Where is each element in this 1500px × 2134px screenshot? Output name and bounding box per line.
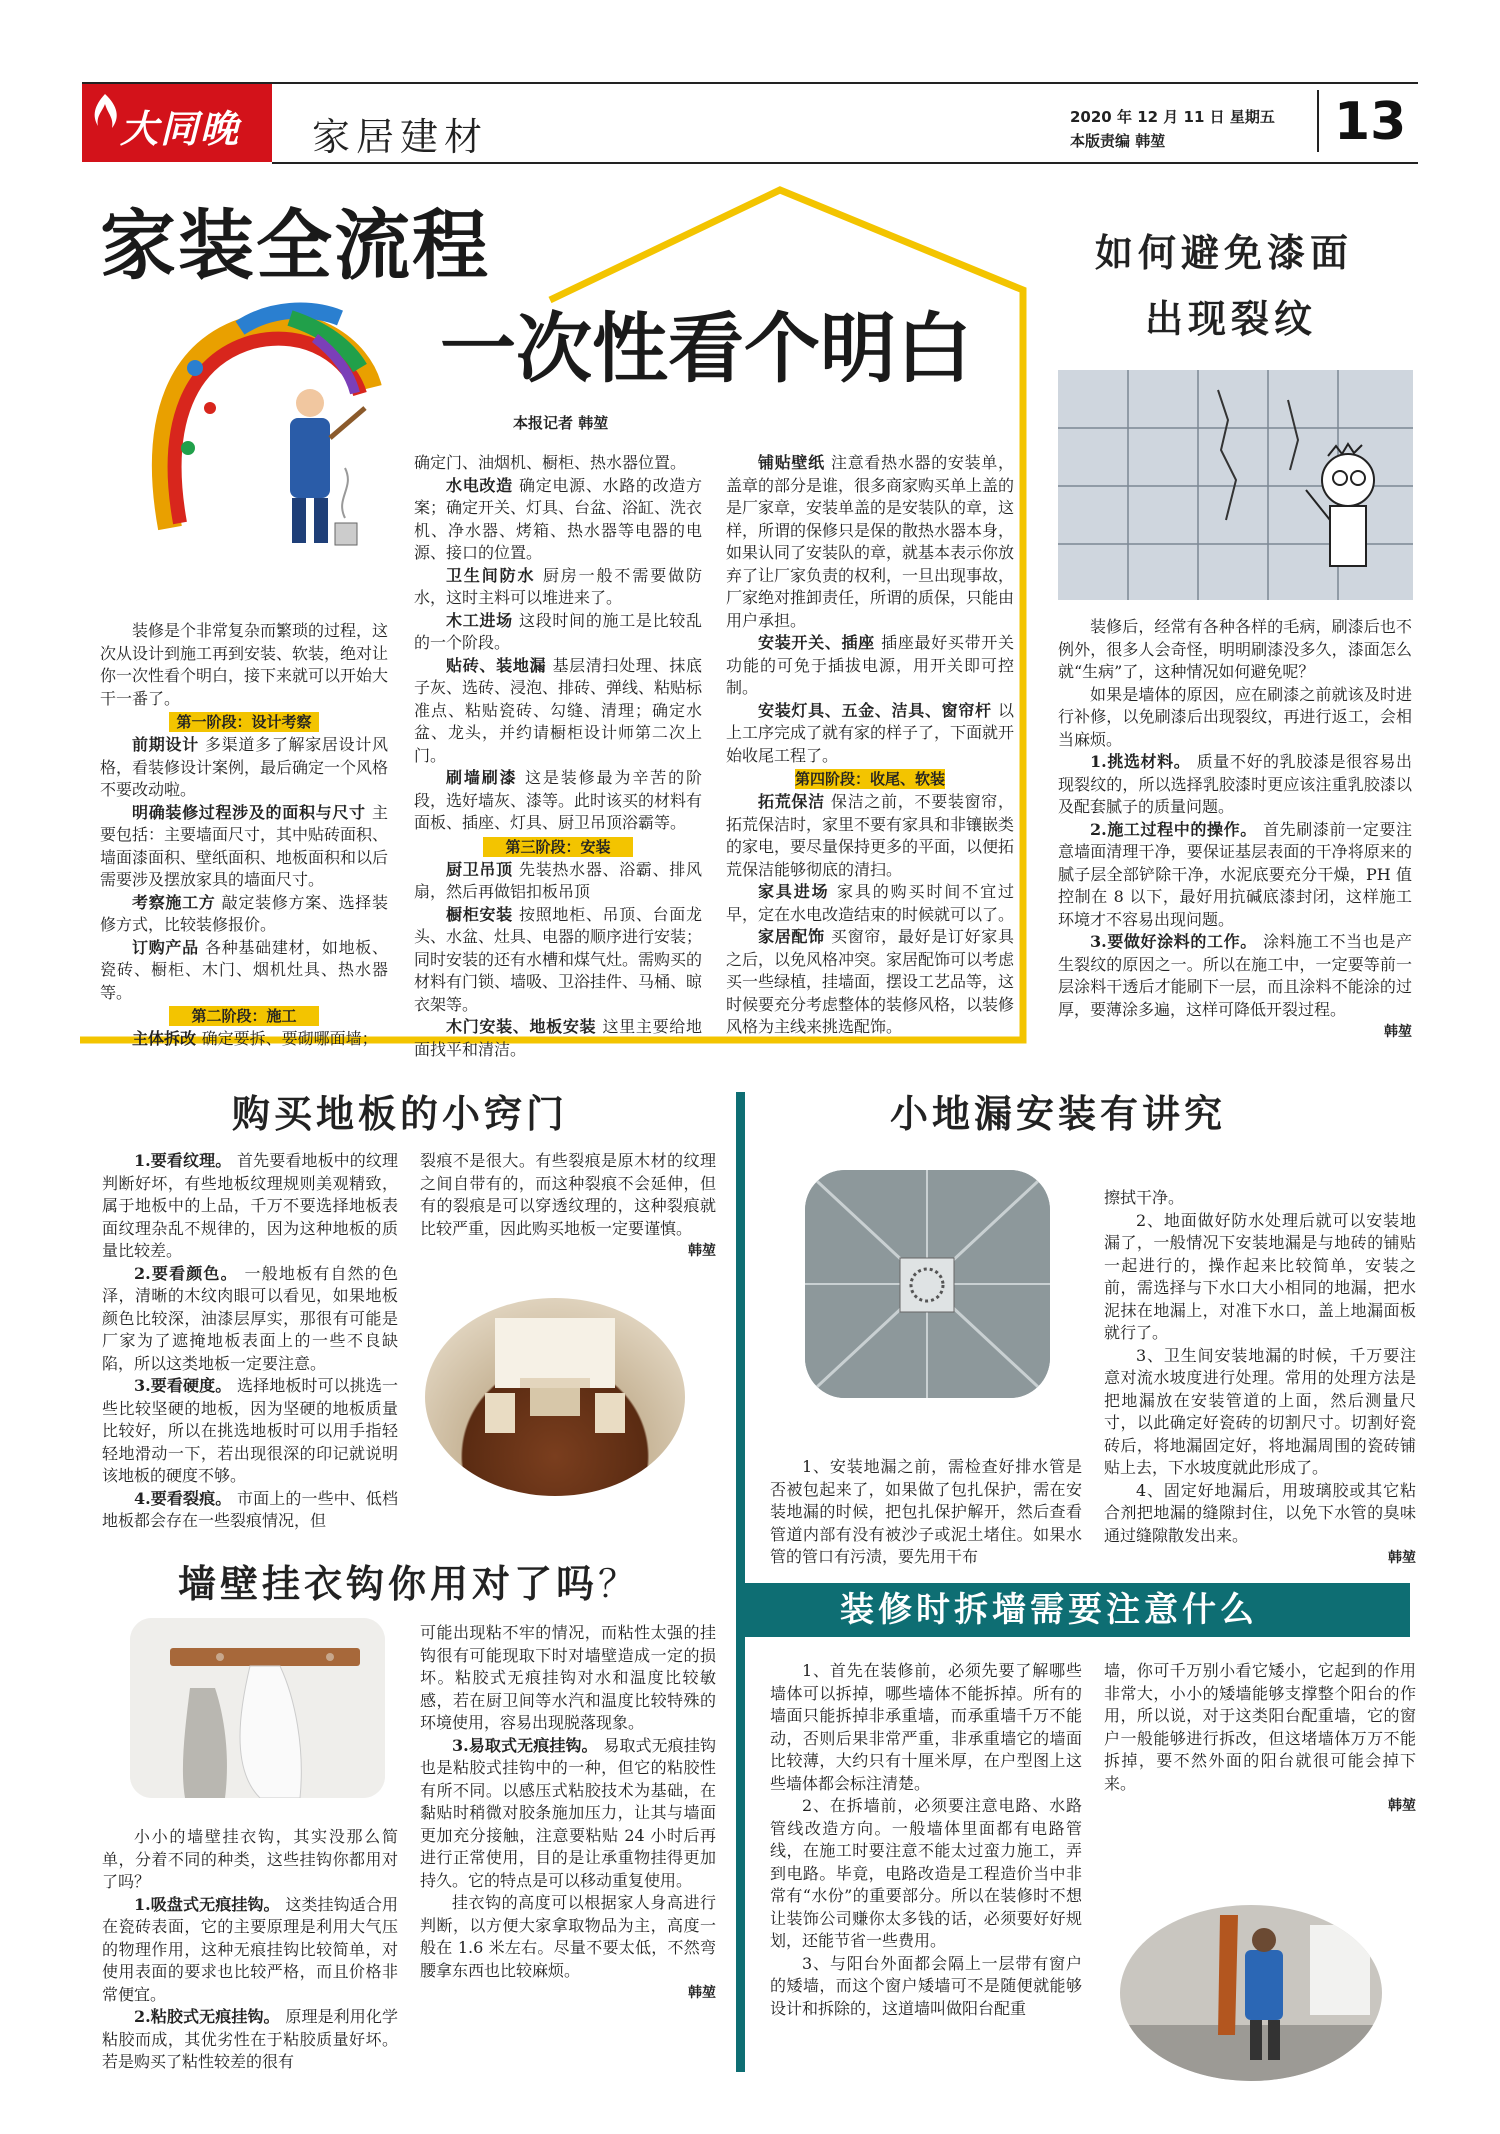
paragraph (414, 904, 702, 1017)
paragraph-lead: 1.要看纹理。 (134, 1151, 238, 1170)
paragraph (102, 1894, 398, 2007)
paragraph (102, 1488, 398, 1533)
paragraph (102, 1150, 398, 1263)
logo-text: 大同晚报 (120, 106, 241, 206)
paragraph-body: 以上工序完成了就有家的样子了，下面就开始收尾工程了。 (726, 700, 1015, 765)
issue-date: 2020 年 12 月 11 日 星期五 (1070, 108, 1275, 126)
paragraph: 2、地面做好防水处理后就可以安装地漏了，一般情况下安装地漏是与地砖的铺贴一起进行的，操作起来比较简单，安装之前，需选择与下水口大小相同的地漏，把水泥抹在地漏上，对准下水口，盖上地漏面板就行了。 (1104, 1210, 1416, 1342)
author-signature: 韩堃 (688, 1243, 716, 1259)
paragraph-lead: 厨卫吊顶 (446, 859, 520, 879)
paragraph: 擦拭干净。 (1104, 1188, 1185, 1207)
paragraph-body: 保洁之前，不要装窗帘，拓荒保洁时，家里不要有家具和非镶嵌类的家电，要尽量保持更多的平面，以便拓荒保洁能够彻底的清扫。 (726, 792, 1015, 879)
paragraph-body: 主要包括：主要墙面尺寸，其中贴砖面积、墙面漆面积、壁纸面积、地板面积和以后需要涉及摆放家具的墙面尺寸。 (100, 802, 389, 889)
paragraph-body: 按照地柜、吊顶、台面龙头、水盆、灶具、电器的顺序进行安装；同时安装的还有水槽和煤气灶。需购买的材料有门锁、墙吸、卫浴挂件、马桶、晾衣架等。 (414, 904, 703, 1014)
paragraph (414, 475, 702, 565)
paragraph: 4、固定好地漏后，用玻璃胶或其它粘合剂把地漏的缝隙封住，以免下水管的臭味通过缝隙散发出来。 (1104, 1480, 1416, 1545)
paragraph-lead: 拓荒保洁 (758, 792, 832, 811)
paragraph-lead: 安装灯具、五金、洁具、窗帘杆 (758, 700, 998, 720)
paragraph-lead: 订购产品 (132, 937, 206, 957)
hook-photo (130, 1618, 385, 1798)
feature-byline: 本报记者 韩堃 (513, 414, 609, 432)
paragraph: 墙，你可千万别小看它矮小，它起到的作用非常大，小小的矮墙能够支撑整个阳台的作用，所以说，对于这类阳台配重墙，它的窗户一般能够进行拆改，但这堵墙体万万不能拆掉，要不然外面的阳台就很可能会掉下来。 (1104, 1661, 1416, 1793)
paragraph-lead: 2.施工过程中的操作。 (1090, 819, 1264, 839)
paragraph-lead: 刷墙刷漆 (446, 768, 526, 787)
wall-title-banner (745, 1583, 1410, 1637)
paint-body (1058, 616, 1412, 1044)
paragraph (420, 1735, 716, 1893)
paragraph (1058, 931, 1412, 1021)
paragraph-body: 插座最好买带开关功能的可免于插拔电源，用开关即可控制。 (726, 633, 1014, 697)
floor-column-1 (102, 1150, 398, 1533)
paragraph-body: 确定电源、水路的改造方案；确定开关、灯具、台盆、浴缸、洗衣机、净水器、烤箱、热水器等电器的电源、接口的位置。 (414, 475, 703, 562)
page-number: 13 (1334, 92, 1407, 152)
paragraph-body: 基层清扫处理、抹底子灰、选砖、浸泡、排砖、弹线、粘贴标准点、粘贴瓷砖、勾缝、清理；确定水盆、龙头，并约请橱柜设计师第二次上门。 (414, 655, 703, 765)
section-divider (736, 1092, 745, 2072)
paragraph: 2、在拆墙前，必须要注意电路、水路管线改造方向。一般墙体里面都有电路管线，在施工时要注意不能太过蛮力施工，弄到电路。毕竟，电路改造是工程造价当中非常有“水份”的重要部分。所以在装修时不想让装饰公司赚你太多钱的话，必须要好好规划，还能节省一些费用。 (770, 1796, 1082, 1950)
paragraph-body: 易取式无痕挂钩也是粘胶式挂钩中的一种，但它的粘胶性有所不同。以感压式粘胶技术为基础，在黏贴时稍微对胶条施加压力，让其与墙面更加充分接触，注意要粘贴 24 小时后再进行正常使用，目的是让承重物挂得更加持久。它的特点是可以移动重复使用。 (420, 1735, 716, 1890)
paragraph-lead: 3.要做好涂料的工作。 (1090, 932, 1264, 951)
wall-title: 装修时拆墙需要注意什么 (840, 1590, 1258, 1630)
paragraph-body: 这类挂钩适合用在瓷砖表面，它的主要原理是利用大气压的物理作用，这种无痕挂钩比较简单，对使用表面的要求也比较严格，而且价格非常便宜。 (102, 1894, 398, 2004)
paragraph: 装修后，经常有各种各样的毛病，刷漆后也不例外，很多人会奇怪，明明刷漆没多久，漆面怎么就“生病”了，这种情况如何避免呢？ (1058, 617, 1412, 681)
paragraph-body: 家具的购买时间不宜过早，定在水电改造结束的时候就可以了。 (726, 882, 1015, 924)
paragraph-lead: 4.要看裂痕。 (134, 1488, 238, 1508)
paragraph-body: 先装热水器、浴霸、排风扇，然后再做铝扣板吊顶 (414, 859, 702, 901)
paragraph: 装修是个非常复杂而繁琐的过程，这次从设计到施工再到安装、软装，绝对让你一次性看个明白，接下来就可以开始大干一番了。 (100, 621, 389, 708)
paragraph-body: 这段时间的施工是比较乱的一个阶段。 (414, 610, 702, 652)
paragraph-body: 厨房一般不需要做防水，这时主料可以堆进来了。 (414, 565, 702, 607)
page-editor: 本版责编 韩堃 (1070, 132, 1166, 150)
drain-column-1 (770, 1456, 1082, 1569)
paragraph-lead: 水电改造 (446, 475, 520, 495)
paint-title-line2: 出现裂纹 (1145, 297, 1318, 341)
paragraph-lead: 铺贴壁纸 (758, 453, 832, 472)
paragraph-lead: 3.易取式无痕挂钩。 (452, 1735, 604, 1755)
stage-heading: 第二阶段：施工 (169, 1006, 319, 1026)
paragraph (726, 881, 1014, 926)
wall-column-1 (770, 1660, 1082, 2020)
paragraph: 确定门、油烟机、橱柜、热水器位置。 (414, 453, 687, 472)
paragraph: 3、卫生间安装地漏的时候，千万要注意对流水坡度进行处理。常用的处理方法是把地漏放在安装管道的上面，然后测量尺寸，以此确定好瓷砖的切割尺寸。切割好瓷砖后，将地漏固定好，将地漏周围的瓷砖铺贴上去，下水坡度就此形成了。 (1104, 1345, 1416, 1477)
paragraph-body: 市面上的一些中、低档地板都会存在一些裂痕情况，但 (102, 1488, 398, 1530)
paragraph-body: 涂料施工不当也是产生裂纹的原因之一。所以在施工中，一定要等前一层涂料干透后才能刷下一层，而且涂料不能涂的过厚，要薄涂多遍，这样可降低开裂过程。 (1058, 932, 1412, 1019)
paragraph (414, 859, 702, 904)
paragraph-lead: 明确装修过程涉及的面积与尺寸 (132, 802, 372, 822)
paragraph-body: 选择地板时可以挑选一些比较坚硬的地板，因为坚硬的地板质量比较好，所以在挑选地板时可以用手指轻轻地滑动一下，若出现很深的印记就说明该地板的硬度不够。 (102, 1376, 398, 1485)
paragraph (726, 700, 1014, 768)
paragraph-lead: 主体拆改 (132, 1029, 202, 1048)
paragraph-lead: 家居配饰 (758, 927, 832, 946)
feature-title-sub: 一次性看个明白 (440, 304, 972, 393)
stage-heading: 第三阶段：安装 (483, 837, 633, 857)
paragraph-body: 多渠道多了解家居设计风格，看装修设计案例，最后确定一个风格不要改动啦。 (100, 735, 389, 799)
paragraph (102, 1263, 398, 1376)
paragraph-body: 一般地板有自然的色泽，清晰的木纹肉眼可以看见，如果地板颜色比较深，油漆层厚实，那很有可能是厂家为了遮掩地板表面上的一些不良缺陷，所以这类地板一定要注意。 (102, 1263, 398, 1373)
paragraph-body: 这是装修最为辛苦的阶段，选好墙灰、漆等。此时该买的材料有面板、插座、灯具、厨卫吊顶浴霸等。 (414, 768, 703, 832)
wall-photo (1120, 1905, 1382, 2081)
paragraph: 裂痕不是很大。有些裂痕是原木材的纹理之间自带有的，而这种裂痕不会延伸，但有的裂痕是可以穿透纹理的，这种裂痕就比较严重，因此购买地板一定要谨慎。 (420, 1151, 716, 1238)
feature-column-3 (726, 452, 1014, 1039)
feature-title-main: 家装全流程 (100, 201, 490, 290)
floor-title: 购买地板的小窍门 (232, 1092, 569, 1136)
paragraph-lead: 前期设计 (132, 735, 206, 754)
drain-column-2 (1104, 1187, 1416, 1570)
stage-heading: 第一阶段：设计考察 (169, 712, 319, 732)
paragraph: 1、首先在装修前，必须先要了解哪些墙体可以拆掉，哪些墙体不能拆掉。所有的墙面只能拆掉非承重墙，而承重墙千万不能动，否则后果非常严重，非承重墙它的墙面比较薄，大约只有十厘米厚，在户型图上这些墙体都会标注清楚。 (770, 1661, 1082, 1793)
paragraph (726, 452, 1014, 632)
paragraph-lead: 考察施工方 (132, 892, 222, 912)
paragraph-lead: 贴砖、装地漏 (446, 655, 553, 675)
author-signature: 韩堃 (1384, 1024, 1412, 1040)
paragraph-lead: 家具进场 (758, 882, 838, 901)
paragraph (414, 610, 702, 655)
paragraph (726, 791, 1014, 881)
feature-column-2 (414, 452, 702, 1061)
paragraph-lead: 木门安装、地板安装 (446, 1017, 603, 1036)
hook-title-mark: ？ (598, 1562, 641, 1606)
paragraph (1058, 751, 1412, 819)
section-name: 家居建材 (312, 115, 489, 159)
paragraph: 小小的墙壁挂衣钩，其实没那么简单，分着不同的种类，这些挂钩你都用对了吗？ (102, 1827, 398, 1891)
hook-column-2 (420, 1622, 716, 2005)
author-signature: 韩堃 (1388, 1550, 1416, 1566)
paragraph-lead: 橱柜安装 (446, 904, 520, 924)
paint-title-line1: 如何避免漆面 (1095, 231, 1354, 275)
paragraph-lead: 1.吸盘式无痕挂钩。 (134, 1894, 286, 1914)
paragraph (414, 767, 702, 835)
paragraph-body: 买窗帘，最好是订好家具之后，以免风格冲突。家居配饰可以考虑买一些绿植，挂墙面，摆设工艺品等，这时候要充分考虑整体的装修风格，以装修风格为主线来挑选配饰。 (726, 927, 1015, 1036)
paragraph-body: 首先要看地板中的纹理判断好坏，有些地板纹理规则美观精致，属于地板中的上品，千万不要选择地板表面纹理杂乱不规律的，因为这种地板的质量比较差。 (102, 1151, 398, 1260)
paragraph (102, 1375, 398, 1488)
paragraph-body: 这里主要给地面找平和清洁。 (414, 1017, 702, 1059)
paragraph (1058, 819, 1412, 932)
cracked-wall-illustration (1058, 370, 1413, 600)
paragraph (102, 2006, 398, 2074)
paragraph-lead: 安装开关、插座 (758, 633, 882, 652)
paragraph: 如果是墙体的原因，应在刷漆之前就该及时进行补修，以免刷漆后出现裂纹，再进行返工，会相当麻烦。 (1058, 684, 1412, 749)
stage-heading: 第四阶段：收尾、软装 (795, 770, 946, 788)
drain-title: 小地漏安装有讲究 (890, 1092, 1227, 1136)
floor-column-2 (420, 1150, 716, 1263)
paragraph-body: 确定要拆、要砌哪面墙； (201, 1029, 378, 1048)
paragraph-lead: 1.挑选材料。 (1090, 752, 1197, 771)
paragraph: 3、与阳台外面都会隔上一层带有窗户的矮墙，而这个窗户矮墙可不是随便就能够设计和拆除的，这道墙叫做阳台配重 (770, 1953, 1082, 2018)
feature-column-1 (100, 620, 388, 1051)
author-signature: 韩堃 (1388, 1798, 1416, 1814)
paragraph (100, 937, 388, 1005)
hook-title-text: 墙壁挂衣钩你用对了吗 (178, 1562, 599, 1606)
paragraph-lead: 2.要看颜色。 (134, 1263, 245, 1283)
paragraph (414, 565, 702, 610)
wall-column-2 (1104, 1660, 1416, 1818)
paragraph (100, 1028, 388, 1051)
author-signature: 韩堃 (688, 1985, 716, 2001)
paragraph-body: 敲定装修方案、选择装修方式，比较装修报价。 (100, 892, 388, 934)
paragraph-body: 首先刷漆前一定要注意墙面清理干净，要保证基层表面的干净将原来的腻子层全部铲除干净，水泥底要充分干燥，PH 值控制在 8 以下，最好用抗碱底漆封闭，这样施工环境才不容易出现问题。 (1058, 819, 1412, 929)
paragraph-body: 质量不好的乳胶漆是很容易出现裂纹的，所以选择乳胶漆时更应该注重乳胶漆以及配套腻子的质量问题。 (1058, 752, 1412, 816)
paragraph-lead: 卫生间防水 (446, 565, 543, 585)
paragraph-body: 原理是利用化学粘胶而成，其优劣性在于粘胶质量好坏。若是购买了粘性较差的很有 (102, 2007, 398, 2071)
paragraph (726, 926, 1014, 1039)
paragraph (414, 655, 702, 768)
paragraph-lead: 3.要看硬度。 (134, 1376, 238, 1395)
paragraph: 挂衣钩的高度可以根据家人身高进行判断，以方便大家拿取物品为主，高度一般在 1.6 米左右。尽量不要太低，不然弯腰拿东西也比较麻烦。 (420, 1893, 716, 1980)
paragraph-lead: 木工进场 (446, 610, 520, 630)
paragraph (100, 802, 388, 892)
hook-title (178, 1553, 640, 1608)
paragraph-body: 注意看热水器的安装单，盖章的部分是谁，很多商家购买单上盖的是厂家章，安装单盖的是安装队的章，这样，所谓的保修只是保的散热水器本身，如果认同了安装队的章，就基本表示你放弃了让厂家负责的权利，一旦出现事故，厂家绝对推卸责任，所谓的质保，只能由用户承担。 (726, 453, 1015, 630)
paragraph (100, 892, 388, 937)
paragraph (100, 734, 388, 802)
paragraph (414, 1016, 702, 1061)
paragraph: 可能出现粘不牢的情况，而粘性太强的挂钩很有可能现取下时对墙壁造成一定的损坏。粘胶式无痕挂钩对水和温度比较敏感，若在厨卫间等水汽和温度比较特殊的环境使用，容易出现脱落现象。 (420, 1623, 716, 1732)
painter-illustration (140, 298, 390, 563)
drain-photo (805, 1170, 1050, 1398)
paragraph-lead: 2.粘胶式无痕挂钩。 (134, 2007, 286, 2026)
paragraph: 1、安装地漏之前，需检查好排水管是否被包起来了，如果做了包扎保护，需在安装地漏的时候，把包扎保护解开，然后查看管道内部有没有被沙子或泥土堵住。如果水管的管口有污渍，要先用干布 (770, 1457, 1082, 1566)
paragraph-body: 各种基础建材，如地板、瓷砖、橱柜、木门、烟机灶具、热水器等。 (100, 937, 388, 1002)
hook-column-1 (102, 1826, 398, 2074)
paragraph (726, 632, 1014, 700)
floor-photo (425, 1298, 685, 1496)
